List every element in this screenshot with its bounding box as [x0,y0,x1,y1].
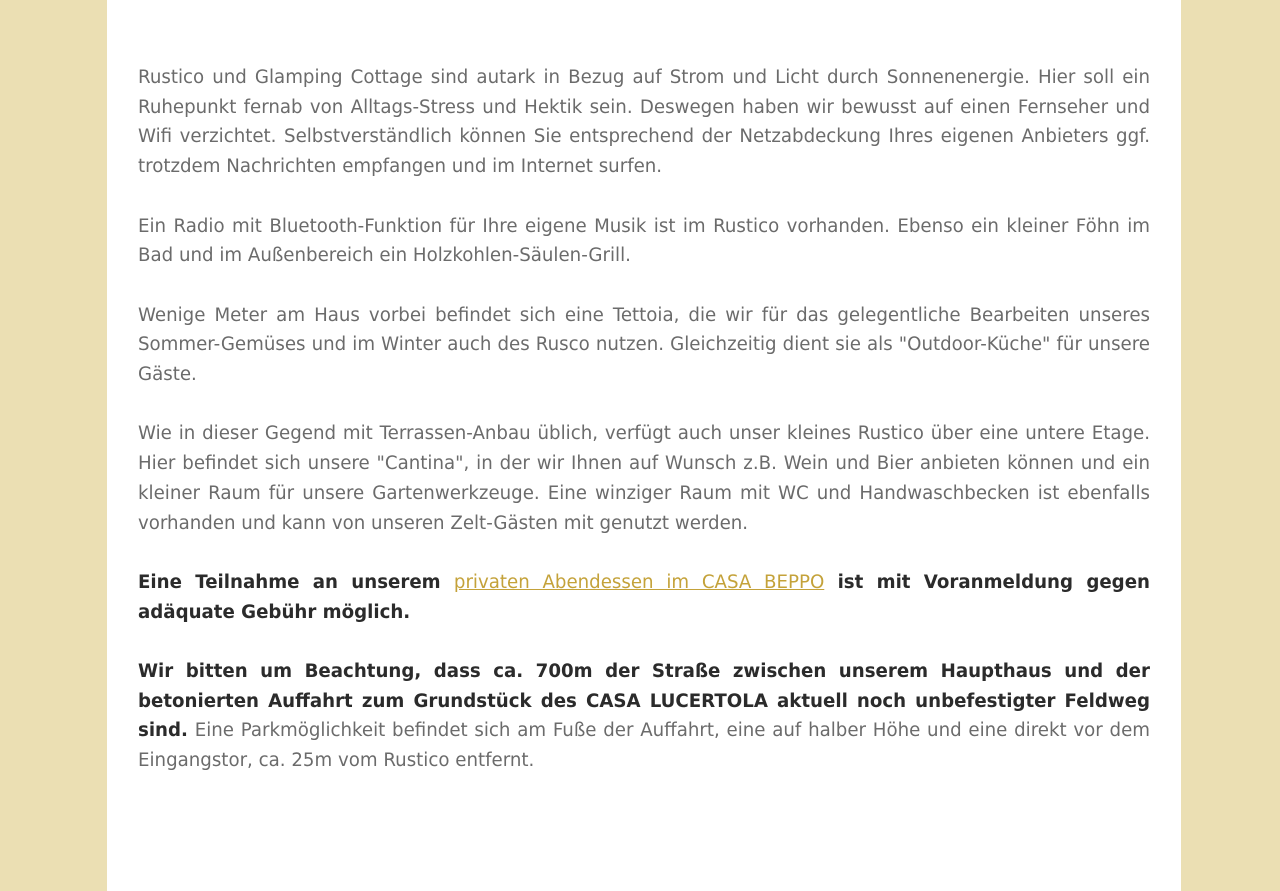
paragraph-radio: Ein Radio mit Bluetooth-Funktion für Ihre eigene Musik ist im Rustico vorhanden. Ebenso ein kleiner Föhn im Bad und im Außenbereich ein Holzkohlen-Säulen-Grill. [138,215,1150,267]
road-notice-parking: Eine Parkmöglichkeit befindet sich am Fuße der Auffahrt, eine auf halber Höhe und eine direkt vor dem Eingangstor, ca. 25m vom Rustico entfernt. [138,720,1150,772]
article-body [138,63,1150,805]
road-notice-bold: Wir bitten um Beachtung, dass ca. 700m der Straße zwischen unserem Haupthaus und der betonierten Auffahrt zum Grundstück des CASA LUCERTOLA aktuell noch unbefestigter Feldweg sind. [138,660,1150,742]
dinner-text-before: Eine Teilnahme an unserem [138,571,454,593]
paragraph-energy: Rustico und Glamping Cottage sind autark in Bezug auf Strom und Licht durch Sonnenenergie. Hier soll ein Ruhepunkt fernab von Alltags-Stress und Hektik sein. Deswegen haben wir bewusst auf einen Fernseher und Wifi verzichtet. Selbstverständlich können Sie entsprechend der Netzabdeckung Ihres eigenen Anbieters ggf. trotzdem Nachrichten empfangen und im Internet surfen. [138,67,1150,178]
paragraph-tettoia: Wenige Meter am Haus vorbei befindet sich eine Tettoia, die wir für das gelegentliche Bearbeiten unseres Sommer-Gemüses und im Winter auch des Rusco nutzen. Gleichzeitig dient sie als "Outdoor-Küche" für unsere Gäste. [138,304,1150,385]
content-page [107,0,1181,891]
paragraph-road [138,657,1150,776]
dinner-text-after: ist mit Voranmeldung gegen adäquate Gebühr möglich. [138,571,1150,623]
paragraph-cantina: Wie in dieser Gegend mit Terrassen-Anbau üblich, verfügt auch unser kleines Rustico über eine untere Etage. Hier befindet sich unsere "Cantina", in der wir Ihnen auf Wunsch z.B. Wein und Bier anbieten können und ein kleiner Raum für unsere Gartenwerkzeuge. Eine winziger Raum mit WC und Handwaschbecken ist ebenfalls vorhanden und kann von unseren Zelt-Gästen mit genutzt werden. [138,423,1150,534]
dinner-link[interactable]: privaten Abendessen im CASA BEPPO [453,571,825,593]
paragraph-dinner [138,568,1150,627]
